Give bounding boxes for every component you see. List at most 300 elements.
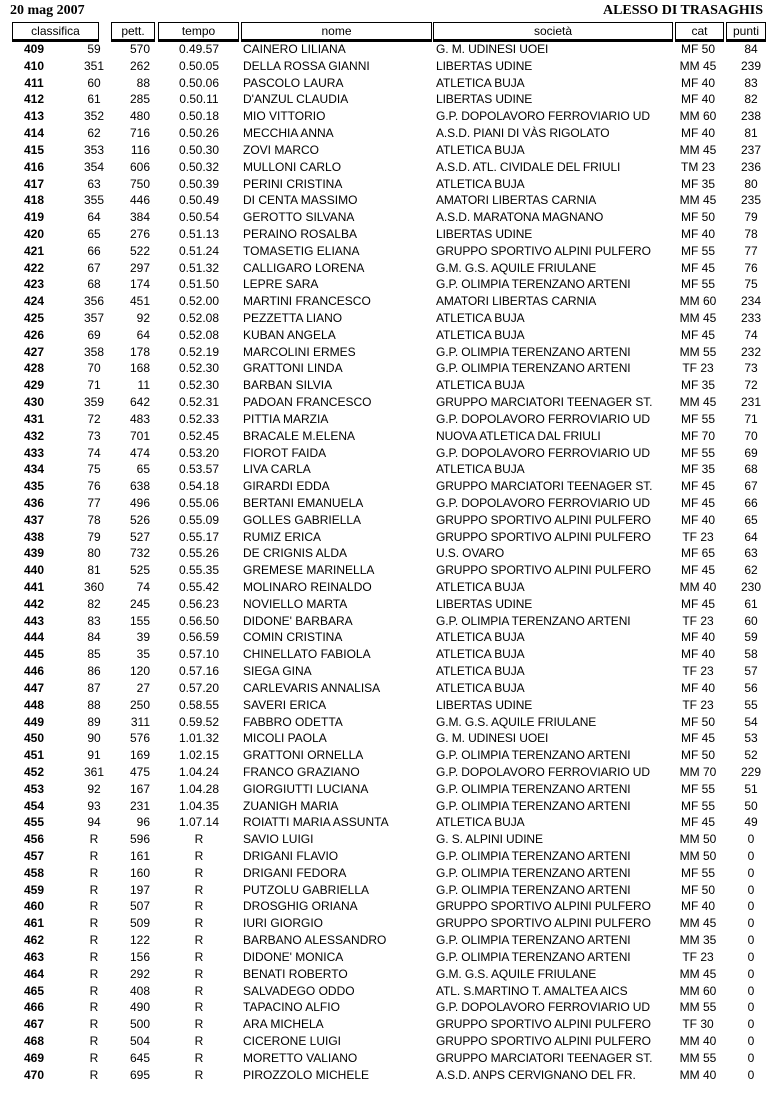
time-cell: 0.50.54 bbox=[178, 210, 220, 225]
athlete-name-cell: PERINI CRISTINA bbox=[243, 176, 343, 191]
club-cell: GRUPPO SPORTIVO ALPINI PULFERO bbox=[436, 529, 651, 544]
bib-number-cell: 638 bbox=[129, 479, 150, 494]
points-cell: 235 bbox=[740, 193, 762, 208]
points-cell: 0 bbox=[747, 882, 755, 897]
bib-number-cell: 122 bbox=[129, 933, 150, 948]
athlete-name-cell: MIO VITTORIO bbox=[243, 109, 326, 124]
race-location: ALESSO DI TRASAGHIS bbox=[602, 3, 763, 18]
time-cell: 0.54.18 bbox=[178, 479, 220, 494]
athlete-name-cell: GRATTONI ORNELLA bbox=[243, 748, 364, 763]
time-cell: 0.57.10 bbox=[178, 647, 220, 662]
athlete-name-cell: CICERONE LUIGI bbox=[243, 1033, 342, 1048]
table-row bbox=[0, 159, 771, 176]
position-cell: 456 bbox=[23, 832, 45, 847]
athlete-name-cell: DRIGANI FLAVIO bbox=[243, 849, 339, 863]
table-row bbox=[0, 932, 771, 949]
club-cell: G.P. OLIMPIA TERENZANO ARTENI bbox=[436, 781, 631, 796]
club-cell: G. M. UDINESI UOEI bbox=[436, 42, 549, 56]
category-cell: MF 45 bbox=[680, 327, 715, 342]
points-cell: 233 bbox=[740, 311, 762, 325]
table-row bbox=[0, 394, 771, 411]
athlete-name-cell: LEPRE SARA bbox=[243, 277, 319, 292]
table-row bbox=[0, 798, 771, 815]
table-row bbox=[0, 562, 771, 579]
athlete-name-cell: MARCOLINI ERMES bbox=[243, 344, 356, 359]
category-cell: MF 45 bbox=[680, 563, 715, 578]
table-row bbox=[0, 865, 771, 882]
table-row bbox=[0, 1067, 771, 1084]
club-cell: G.P. OLIMPIA TERENZANO ARTENI bbox=[436, 849, 631, 863]
position-cell: 459 bbox=[23, 882, 45, 897]
category-rank-cell: 85 bbox=[87, 647, 101, 662]
time-cell: R bbox=[194, 966, 204, 981]
time-cell: 1.04.28 bbox=[178, 781, 220, 796]
category-rank-cell: 80 bbox=[87, 546, 101, 561]
athlete-name-cell: CARLEVARIS ANNALISA bbox=[243, 680, 381, 695]
time-cell: 0.53.57 bbox=[178, 462, 220, 477]
athlete-name-cell: MULLONI CARLO bbox=[243, 159, 342, 174]
athlete-name-cell: MECCHIA ANNA bbox=[243, 126, 334, 141]
category-rank-cell: 82 bbox=[87, 596, 101, 611]
position-cell: 409 bbox=[23, 42, 45, 56]
club-cell: G.P. DOPOLAVORO FERROVIARIO UD bbox=[436, 109, 650, 124]
table-row bbox=[0, 142, 771, 159]
points-cell: 75 bbox=[744, 277, 758, 292]
category-cell: MF 50 bbox=[680, 748, 715, 763]
category-cell: TM 23 bbox=[680, 159, 715, 174]
time-cell: 0.55.35 bbox=[178, 563, 220, 578]
position-cell: 460 bbox=[23, 899, 45, 914]
table-row bbox=[0, 747, 771, 764]
club-cell: GRUPPO MARCIATORI TEENAGER ST. bbox=[436, 395, 653, 410]
points-cell: 236 bbox=[740, 159, 762, 174]
category-rank-cell: 356 bbox=[83, 294, 105, 309]
time-cell: 0.49.57 bbox=[178, 42, 220, 56]
club-cell: ATLETICA BUJA bbox=[436, 580, 525, 594]
points-cell: 82 bbox=[744, 92, 758, 107]
table-row bbox=[0, 209, 771, 226]
table-row bbox=[0, 293, 771, 310]
bib-number-cell: 570 bbox=[129, 42, 150, 56]
category-cell: MF 45 bbox=[680, 596, 715, 611]
bib-number-cell: 522 bbox=[129, 243, 150, 258]
club-cell: GRUPPO SPORTIVO ALPINI PULFERO bbox=[436, 916, 651, 931]
athlete-name-cell: DIDONE' BARBARA bbox=[243, 613, 353, 628]
athlete-name-cell: NOVIELLO MARTA bbox=[243, 596, 348, 611]
category-cell: MF 40 bbox=[680, 899, 715, 914]
table-row bbox=[0, 646, 771, 663]
bib-number-cell: 276 bbox=[129, 226, 150, 241]
points-cell: 54 bbox=[744, 714, 758, 729]
time-cell: 0.51.24 bbox=[178, 243, 220, 258]
points-cell: 60 bbox=[744, 613, 758, 628]
category-rank-cell: 86 bbox=[87, 664, 101, 679]
athlete-name-cell: BERTANI EMANUELA bbox=[243, 495, 364, 510]
column-header-pett: pett. bbox=[111, 22, 155, 42]
column-header-cat: cat bbox=[675, 22, 724, 42]
points-cell: 0 bbox=[747, 983, 755, 998]
category-cell: MM 35 bbox=[679, 933, 717, 948]
category-rank-cell: R bbox=[89, 916, 99, 931]
table-row bbox=[0, 983, 771, 1000]
club-cell: G.P. OLIMPIA TERENZANO ARTENI bbox=[436, 865, 631, 880]
category-cell: TF 23 bbox=[682, 697, 714, 712]
position-cell: 453 bbox=[23, 781, 45, 796]
category-rank-cell: 93 bbox=[87, 798, 101, 813]
table-row bbox=[0, 629, 771, 646]
category-cell: MF 40 bbox=[680, 226, 715, 241]
position-cell: 427 bbox=[23, 344, 45, 359]
category-rank-cell: R bbox=[89, 882, 99, 897]
athlete-name-cell: CHINELLATO FABIOLA bbox=[243, 647, 371, 662]
position-cell: 417 bbox=[23, 176, 45, 191]
time-cell: R bbox=[194, 933, 204, 948]
athlete-name-cell: GREMESE MARINELLA bbox=[243, 563, 375, 578]
table-row bbox=[0, 848, 771, 865]
club-cell: GRUPPO SPORTIVO ALPINI PULFERO bbox=[436, 1033, 651, 1048]
time-cell: R bbox=[194, 949, 204, 964]
club-cell: G.P. OLIMPIA TERENZANO ARTENI bbox=[436, 613, 631, 628]
column-header-classifica: classifica bbox=[12, 22, 99, 42]
bib-number-cell: 35 bbox=[136, 647, 150, 662]
points-cell: 70 bbox=[744, 428, 758, 443]
bib-number-cell: 96 bbox=[136, 815, 150, 830]
category-rank-cell: R bbox=[89, 1033, 99, 1048]
athlete-name-cell: GOLLES GABRIELLA bbox=[243, 512, 362, 527]
category-cell: MM 45 bbox=[679, 311, 717, 325]
position-cell: 433 bbox=[23, 445, 45, 460]
category-cell: MF 65 bbox=[680, 546, 715, 561]
position-cell: 452 bbox=[23, 764, 45, 779]
position-cell: 422 bbox=[23, 260, 45, 275]
athlete-name-cell: SAVERI ERICA bbox=[243, 697, 327, 712]
position-cell: 420 bbox=[23, 226, 45, 241]
athlete-name-cell: LIVA CARLA bbox=[243, 462, 311, 477]
position-cell: 447 bbox=[23, 680, 45, 695]
athlete-name-cell: GRATTONI LINDA bbox=[243, 361, 343, 376]
position-cell: 435 bbox=[23, 479, 45, 494]
time-cell: 0.53.20 bbox=[178, 445, 220, 460]
position-cell: 441 bbox=[23, 580, 45, 594]
category-rank-cell: 65 bbox=[87, 226, 101, 241]
bib-number-cell: 155 bbox=[129, 613, 150, 628]
points-cell: 49 bbox=[744, 815, 758, 830]
points-cell: 237 bbox=[740, 142, 762, 157]
club-cell: AMATORI LIBERTAS CARNIA bbox=[436, 193, 597, 208]
points-cell: 71 bbox=[744, 411, 758, 426]
category-rank-cell: 67 bbox=[87, 260, 101, 275]
points-cell: 59 bbox=[744, 630, 758, 645]
athlete-name-cell: BRACALE M.ELENA bbox=[243, 428, 356, 443]
points-cell: 76 bbox=[744, 260, 758, 275]
category-rank-cell: 61 bbox=[87, 92, 101, 107]
time-cell: 0.50.06 bbox=[178, 75, 220, 90]
athlete-name-cell: D'ANZUL CLAUDIA bbox=[243, 92, 349, 107]
category-cell: MM 55 bbox=[679, 344, 717, 359]
athlete-name-cell: DRIGANI FEDORA bbox=[243, 865, 347, 880]
athlete-name-cell: MICOLI PAOLA bbox=[243, 731, 327, 746]
bib-number-cell: 178 bbox=[129, 344, 150, 359]
athlete-name-cell: MARTINI FRANCESCO bbox=[243, 294, 371, 309]
category-cell: TF 30 bbox=[682, 1017, 714, 1032]
table-row bbox=[0, 1050, 771, 1067]
bib-number-cell: 474 bbox=[129, 445, 150, 460]
club-cell: GRUPPO SPORTIVO ALPINI PULFERO bbox=[436, 1017, 651, 1032]
time-cell: 1.04.35 bbox=[178, 798, 220, 813]
time-cell: 0.52.30 bbox=[178, 378, 220, 393]
points-cell: 53 bbox=[744, 731, 758, 746]
category-cell: MF 40 bbox=[680, 680, 715, 695]
athlete-name-cell: FIOROT FAIDA bbox=[243, 445, 327, 460]
category-cell: MM 60 bbox=[679, 294, 717, 309]
category-cell: MF 40 bbox=[680, 630, 715, 645]
category-cell: MF 40 bbox=[680, 126, 715, 141]
club-cell: A.S.D. MARATONA MAGNANO bbox=[436, 210, 604, 225]
time-cell: 0.50.39 bbox=[178, 176, 220, 191]
club-cell: LIBERTAS UDINE bbox=[436, 697, 533, 712]
club-cell: ATLETICA BUJA bbox=[436, 327, 525, 342]
club-cell: G.P. OLIMPIA TERENZANO ARTENI bbox=[436, 361, 631, 376]
club-cell: GRUPPO MARCIATORI TEENAGER ST. bbox=[436, 1050, 653, 1065]
points-cell: 234 bbox=[740, 294, 762, 309]
time-cell: 0.57.20 bbox=[178, 680, 220, 695]
category-rank-cell: 94 bbox=[87, 815, 101, 830]
points-cell: 58 bbox=[744, 647, 758, 662]
bib-number-cell: 120 bbox=[129, 664, 150, 679]
table-row bbox=[0, 697, 771, 714]
bib-number-cell: 701 bbox=[129, 428, 150, 443]
club-cell: AMATORI LIBERTAS CARNIA bbox=[436, 294, 597, 309]
club-cell: G.P. DOPOLAVORO FERROVIARIO UD bbox=[436, 764, 650, 779]
bib-number-cell: 496 bbox=[129, 495, 150, 510]
points-cell: 69 bbox=[744, 445, 758, 460]
time-cell: 1.07.14 bbox=[178, 815, 220, 830]
category-cell: MF 55 bbox=[680, 411, 715, 426]
category-rank-cell: 358 bbox=[83, 344, 105, 359]
points-cell: 57 bbox=[744, 664, 758, 679]
athlete-name-cell: COMIN CRISTINA bbox=[243, 630, 343, 645]
table-row bbox=[0, 91, 771, 108]
club-cell: ATLETICA BUJA bbox=[436, 647, 525, 662]
bib-number-cell: 64 bbox=[136, 327, 150, 342]
time-cell: R bbox=[194, 1067, 204, 1082]
category-rank-cell: 84 bbox=[87, 630, 101, 645]
athlete-name-cell: BENATI ROBERTO bbox=[243, 966, 348, 981]
category-cell: MF 45 bbox=[680, 731, 715, 746]
points-cell: 0 bbox=[747, 1033, 755, 1048]
position-cell: 414 bbox=[23, 126, 45, 141]
athlete-name-cell: GIORGIUTTI LUCIANA bbox=[243, 781, 369, 796]
category-rank-cell: 73 bbox=[87, 428, 101, 443]
time-cell: 1.04.24 bbox=[178, 764, 220, 779]
category-cell: MM 55 bbox=[679, 1050, 717, 1065]
time-cell: 0.59.52 bbox=[178, 714, 220, 729]
category-rank-cell: 361 bbox=[83, 764, 105, 779]
points-cell: 63 bbox=[744, 546, 758, 561]
table-row bbox=[0, 58, 771, 75]
club-cell: A.S.D. ANPS CERVIGNANO DEL FR. bbox=[436, 1067, 636, 1082]
time-cell: 0.50.26 bbox=[178, 126, 220, 141]
position-cell: 454 bbox=[23, 798, 45, 813]
position-cell: 458 bbox=[23, 865, 45, 880]
athlete-name-cell: ARA MICHELA bbox=[243, 1017, 324, 1032]
position-cell: 421 bbox=[23, 243, 45, 258]
points-cell: 0 bbox=[747, 933, 755, 948]
table-row bbox=[0, 226, 771, 243]
table-row bbox=[0, 999, 771, 1016]
points-cell: 230 bbox=[740, 580, 762, 594]
category-cell: MF 45 bbox=[680, 479, 715, 494]
category-rank-cell: 66 bbox=[87, 243, 101, 258]
club-cell: G.P. OLIMPIA TERENZANO ARTENI bbox=[436, 344, 631, 359]
table-row bbox=[0, 529, 771, 546]
table-row bbox=[0, 260, 771, 277]
category-cell: MF 45 bbox=[680, 815, 715, 830]
table-row bbox=[0, 814, 771, 831]
club-cell: G.P. OLIMPIA TERENZANO ARTENI bbox=[436, 748, 631, 763]
points-cell: 50 bbox=[744, 798, 758, 813]
points-cell: 72 bbox=[744, 378, 758, 393]
table-row bbox=[0, 344, 771, 361]
position-cell: 464 bbox=[23, 966, 45, 981]
position-cell: 423 bbox=[23, 277, 45, 292]
bib-number-cell: 11 bbox=[137, 378, 150, 393]
category-rank-cell: R bbox=[89, 1050, 99, 1065]
position-cell: 431 bbox=[23, 411, 45, 426]
club-cell: GRUPPO SPORTIVO ALPINI PULFERO bbox=[436, 899, 651, 914]
bib-number-cell: 642 bbox=[129, 395, 150, 410]
category-cell: MF 35 bbox=[680, 462, 715, 477]
points-cell: 0 bbox=[747, 1017, 755, 1032]
position-cell: 465 bbox=[23, 983, 45, 998]
time-cell: 0.52.31 bbox=[178, 395, 220, 410]
bib-number-cell: 297 bbox=[129, 260, 150, 275]
category-rank-cell: 63 bbox=[87, 176, 101, 191]
category-rank-cell: 62 bbox=[87, 126, 101, 141]
points-cell: 64 bbox=[744, 529, 758, 544]
column-header-nome: nome bbox=[241, 22, 432, 42]
position-cell: 468 bbox=[23, 1033, 45, 1048]
category-rank-cell: 355 bbox=[83, 193, 105, 208]
position-cell: 455 bbox=[23, 815, 45, 830]
athlete-name-cell: GEROTTO SILVANA bbox=[243, 210, 355, 225]
club-cell: ATLETICA BUJA bbox=[436, 462, 525, 477]
club-cell: G.P. OLIMPIA TERENZANO ARTENI bbox=[436, 933, 631, 948]
club-cell: LIBERTAS UDINE bbox=[436, 596, 533, 611]
athlete-name-cell: ZOVI MARCO bbox=[243, 142, 320, 157]
category-rank-cell: 76 bbox=[87, 479, 101, 494]
club-cell: A.S.D. PIANI DI VÀS RIGOLATO bbox=[436, 126, 610, 141]
athlete-name-cell: FRANCO GRAZIANO bbox=[243, 764, 360, 779]
points-cell: 0 bbox=[747, 949, 755, 964]
points-cell: 80 bbox=[744, 176, 758, 191]
club-cell: ATLETICA BUJA bbox=[436, 378, 525, 393]
bib-number-cell: 451 bbox=[129, 294, 150, 309]
position-cell: 428 bbox=[23, 361, 45, 376]
time-cell: R bbox=[194, 865, 204, 880]
bib-number-cell: 526 bbox=[129, 512, 150, 527]
points-cell: 61 bbox=[744, 596, 758, 611]
points-cell: 77 bbox=[744, 243, 758, 258]
position-cell: 436 bbox=[23, 495, 45, 510]
category-rank-cell: 90 bbox=[87, 731, 101, 746]
time-cell: 0.57.16 bbox=[178, 664, 220, 679]
category-cell: MM 45 bbox=[679, 142, 717, 157]
bib-number-cell: 500 bbox=[129, 1017, 150, 1032]
category-rank-cell: 360 bbox=[83, 580, 105, 594]
category-cell: MF 50 bbox=[680, 42, 715, 56]
category-cell: MM 45 bbox=[679, 58, 717, 73]
category-cell: MM 55 bbox=[679, 1000, 717, 1015]
bib-number-cell: 156 bbox=[129, 949, 150, 964]
position-cell: 430 bbox=[23, 395, 45, 410]
club-cell: ATL. S.MARTINO T. AMALTEA AICS bbox=[436, 983, 628, 998]
club-cell: A.S.D. ATL. CIVIDALE DEL FRIULI bbox=[436, 159, 621, 174]
club-cell: LIBERTAS UDINE bbox=[436, 226, 533, 241]
category-rank-cell: 83 bbox=[87, 613, 101, 628]
bib-number-cell: 596 bbox=[129, 832, 150, 847]
bib-number-cell: 250 bbox=[129, 697, 150, 712]
table-row bbox=[0, 680, 771, 697]
category-cell: MF 45 bbox=[680, 260, 715, 275]
bib-number-cell: 27 bbox=[136, 680, 150, 695]
bib-number-cell: 262 bbox=[129, 58, 150, 73]
table-row bbox=[0, 125, 771, 142]
time-cell: R bbox=[194, 849, 204, 863]
time-cell: 1.02.15 bbox=[178, 748, 220, 763]
table-row bbox=[0, 781, 771, 798]
bib-number-cell: 527 bbox=[129, 529, 150, 544]
category-rank-cell: 88 bbox=[87, 697, 101, 712]
time-cell: 0.56.23 bbox=[178, 596, 220, 611]
table-row bbox=[0, 377, 771, 394]
club-cell: LIBERTAS UDINE bbox=[436, 92, 533, 107]
time-cell: 0.51.13 bbox=[178, 226, 220, 241]
time-cell: 0.51.32 bbox=[178, 260, 220, 275]
time-cell: 0.52.30 bbox=[178, 361, 220, 376]
bib-number-cell: 645 bbox=[129, 1050, 150, 1065]
club-cell: GRUPPO SPORTIVO ALPINI PULFERO bbox=[436, 243, 651, 258]
time-cell: 0.50.30 bbox=[178, 142, 220, 157]
category-rank-cell: 79 bbox=[87, 529, 101, 544]
category-cell: MM 60 bbox=[679, 983, 717, 998]
time-cell: 0.56.50 bbox=[178, 613, 220, 628]
category-rank-cell: 60 bbox=[87, 75, 101, 90]
time-cell: 0.51.50 bbox=[178, 277, 220, 292]
category-rank-cell: 68 bbox=[87, 277, 101, 292]
position-cell: 445 bbox=[23, 647, 45, 662]
position-cell: 451 bbox=[23, 748, 45, 763]
time-cell: R bbox=[194, 899, 204, 914]
position-cell: 448 bbox=[23, 697, 45, 712]
bib-number-cell: 509 bbox=[129, 916, 150, 931]
table-row bbox=[0, 176, 771, 193]
athlete-name-cell: MOLINARO REINALDO bbox=[243, 580, 372, 594]
club-cell: ATLETICA BUJA bbox=[436, 664, 525, 679]
points-cell: 78 bbox=[744, 226, 758, 241]
time-cell: 0.52.08 bbox=[178, 311, 220, 325]
category-rank-cell: 70 bbox=[87, 361, 101, 376]
category-rank-cell: 89 bbox=[87, 714, 101, 729]
club-cell: U.S. OVARO bbox=[436, 546, 505, 561]
position-cell: 469 bbox=[23, 1050, 45, 1065]
points-cell: 56 bbox=[744, 680, 758, 695]
bib-number-cell: 475 bbox=[129, 764, 150, 779]
position-cell: 466 bbox=[23, 1000, 45, 1015]
points-cell: 238 bbox=[740, 109, 762, 124]
category-cell: MM 45 bbox=[679, 193, 717, 208]
category-cell: TF 23 bbox=[682, 664, 714, 679]
